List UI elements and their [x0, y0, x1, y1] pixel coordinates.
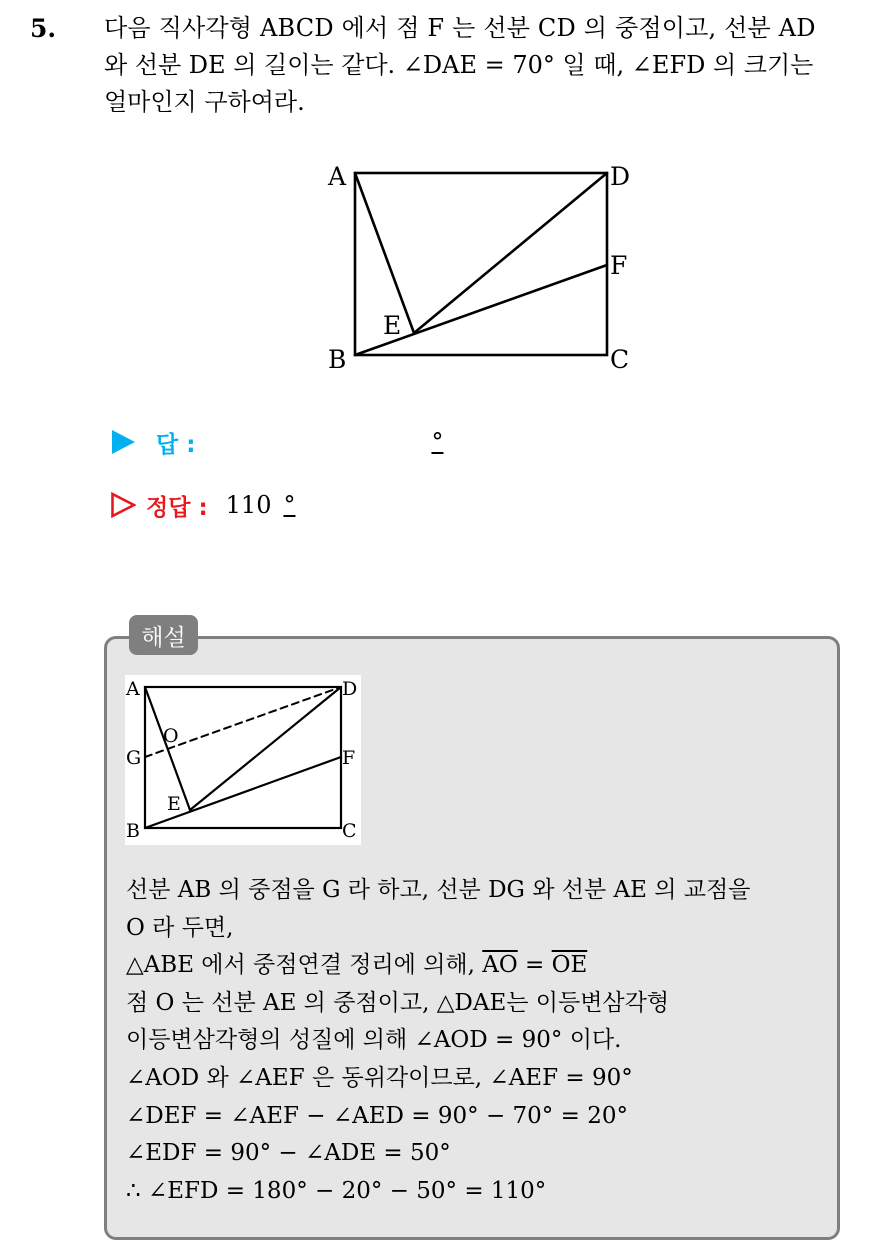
- solution-label-d: D: [342, 678, 358, 700]
- label-c: C: [610, 345, 630, 374]
- segment-oe: $\overline{OE}$: [551, 952, 588, 979]
- answer-row: [110, 424, 443, 460]
- solution-label-c: C: [342, 820, 357, 842]
- problem-line-2: 와 선분 DE 의 길이는 같다. ∠DAE = 70° 일 때, ∠EFD 의 크기는: [104, 51, 814, 79]
- solution-text: [126, 872, 832, 1210]
- correct-unit: °: [283, 491, 296, 519]
- solution-line-8: ∠EDF = 90° − ∠ADE = 50°: [126, 1140, 451, 1167]
- label-e: E: [383, 311, 402, 340]
- label-d: D: [610, 162, 631, 191]
- solution-label-o: O: [163, 725, 179, 747]
- solution-figure: [125, 675, 361, 845]
- solution-line-2: O 라 두면,: [126, 914, 234, 941]
- solution-label-e: E: [167, 793, 181, 815]
- solution-line-9: ∴ ∠EFD = 180° − 20° − 50° = 110°: [126, 1177, 547, 1204]
- solution-line-4: 점 O 는 선분 AE 의 중점이고, △DAE는 이등변삼각형: [126, 989, 670, 1016]
- solution-line-6: ∠AOD 와 ∠AEF 은 동위각이므로, ∠AEF = 90°: [126, 1064, 633, 1091]
- label-f: F: [610, 251, 628, 280]
- correct-value: 110: [225, 491, 272, 519]
- correct-arrow-icon: [110, 492, 136, 518]
- answer-arrow-icon: [110, 429, 136, 455]
- answer-label: 답 :: [156, 431, 196, 458]
- solution-label-f: F: [342, 747, 356, 769]
- answer-unit: °: [431, 428, 444, 456]
- solution-line-3-equals: =: [517, 952, 552, 979]
- solution-line-1: 선분 AB 의 중점을 G 라 하고, 선분 DG 와 선분 AE 의 교점을: [126, 877, 751, 903]
- solution-label-b: B: [126, 820, 140, 842]
- solution-label-g: G: [126, 747, 142, 769]
- label-a: A: [328, 162, 347, 191]
- solution-line-3-prefix: △ABE 에서 중점연결 정리에 의해,: [126, 952, 483, 979]
- solution-line-5: 이등변삼각형의 성질에 의해 ∠AOD = 90° 이다.: [126, 1027, 622, 1054]
- solution-line-3: [126, 947, 832, 985]
- solution-line-7: ∠DEF = ∠AEF − ∠AED = 90° − 70° = 20°: [126, 1102, 628, 1129]
- segment-ao: $\overline{AO}$: [482, 952, 518, 979]
- correct-label: 정답 :: [146, 494, 208, 521]
- correct-answer-row: [110, 487, 295, 523]
- label-b: B: [328, 345, 347, 374]
- segment-de: [414, 173, 607, 333]
- problem-figure: [0, 0, 884, 400]
- solution-tab: 해설: [129, 615, 198, 655]
- problem-line-1: 다음 직사각형 ABCD 에서 점 F 는 선분 CD 의 중점이고, 선분 AD: [104, 14, 816, 42]
- segment-ae: [355, 173, 414, 333]
- problem-number: 5.: [30, 14, 57, 43]
- solution-label-a: A: [126, 678, 140, 700]
- problem-line-3: 얼마인지 구하여라.: [104, 88, 305, 116]
